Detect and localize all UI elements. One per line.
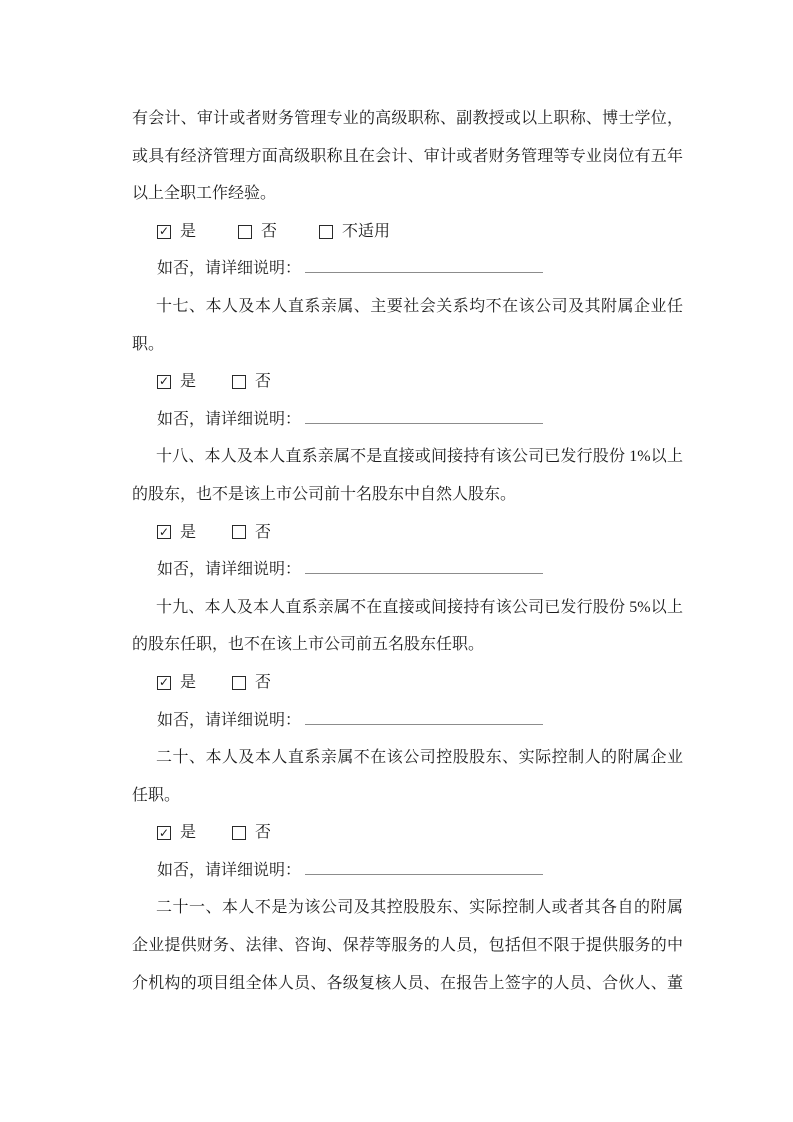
paragraph-line: 或具有经济管理方面高级职称且在会计、审计或者财务管理等专业岗位有五年 (132, 147, 683, 165)
section-item-21 (132, 889, 683, 1002)
paragraph-line: 十七、本人及本人直系亲属、主要社会关系均不在该公司及其附属企业任 (156, 297, 683, 315)
paragraph-line: 职。 (132, 335, 165, 353)
option-label: 否 (255, 373, 272, 391)
options-row (157, 664, 683, 702)
explain-line (157, 401, 683, 439)
explain-line (157, 551, 683, 589)
explanation-blank-field[interactable] (305, 859, 543, 875)
option-label: 是 (180, 373, 197, 391)
option-no[interactable] (232, 814, 271, 852)
checkbox-unchecked-icon[interactable] (232, 826, 246, 840)
option-label: 否 (261, 222, 278, 240)
options-row (157, 514, 683, 552)
section-item-17 (132, 288, 683, 438)
paragraph-line: 二十一、本人不是为该公司及其控股股东、实际控制人或者其各自的附属 (156, 899, 683, 917)
option-no[interactable] (232, 514, 271, 552)
explain-prompt: 如否，请详细说明： (157, 711, 302, 729)
check-mark-icon: ✓ (158, 224, 170, 239)
explain-prompt: 如否，请详细说明： (157, 260, 302, 278)
checkbox-checked-icon[interactable] (157, 676, 171, 690)
paragraph-line: 企业提供财务、法律、咨询、保荐等服务的人员，包括但不限于提供服务的中 (132, 937, 683, 955)
checkbox-unchecked-icon[interactable] (232, 525, 246, 539)
paragraph-line: 的股东任职，也不在该上市公司前五名股东任职。 (132, 636, 485, 654)
option-yes[interactable] (157, 814, 196, 852)
paragraph-line: 的股东，也不是该上市公司前十名股东中自然人股东。 (132, 485, 517, 503)
check-mark-icon: ✓ (158, 675, 170, 690)
checkbox-unchecked-icon[interactable] (232, 676, 246, 690)
checkbox-unchecked-icon[interactable] (232, 375, 246, 389)
option-label: 是 (180, 824, 197, 842)
explanation-blank-field[interactable] (305, 257, 543, 273)
options-row (157, 363, 683, 401)
option-no[interactable] (232, 363, 271, 401)
checkbox-checked-icon[interactable] (157, 225, 171, 239)
explanation-blank-field[interactable] (305, 408, 543, 424)
option-yes[interactable] (157, 363, 196, 401)
option-no[interactable] (238, 213, 277, 251)
option-yes[interactable] (157, 514, 196, 552)
option-label: 是 (180, 222, 197, 240)
explain-line (157, 702, 683, 740)
check-mark-icon: ✓ (158, 374, 170, 389)
check-mark-icon: ✓ (158, 524, 170, 539)
option-label: 否 (255, 824, 272, 842)
option-no[interactable] (232, 664, 271, 702)
option-yes[interactable] (157, 664, 196, 702)
paragraph-line: 任职。 (132, 786, 181, 804)
checkbox-checked-icon[interactable] (157, 375, 171, 389)
checkbox-unchecked-icon[interactable] (319, 225, 333, 239)
option-label: 是 (180, 523, 197, 541)
section-item-19 (132, 589, 683, 739)
checkbox-checked-icon[interactable] (157, 525, 171, 539)
section-item-18 (132, 438, 683, 588)
checkbox-checked-icon[interactable] (157, 826, 171, 840)
explain-prompt: 如否，请详细说明： (157, 561, 302, 579)
paragraph-line: 有会计、审计或者财务管理专业的高级职称、副教授或以上职称、博士学位， (132, 110, 683, 127)
explain-line (157, 250, 683, 288)
explain-prompt: 如否，请详细说明： (157, 861, 302, 879)
paragraph-line: 以上全职工作经验。 (132, 185, 277, 203)
option-not-applicable[interactable] (319, 213, 390, 251)
paragraph-line: 十九、本人及本人直系亲属不在直接或间接持有该公司已发行股份 5%以上 (156, 598, 683, 616)
options-row (157, 213, 683, 251)
option-yes[interactable] (157, 213, 196, 251)
option-label: 不适用 (342, 222, 391, 240)
explain-line (157, 852, 683, 890)
explanation-blank-field[interactable] (305, 558, 543, 574)
options-row (157, 814, 683, 852)
check-mark-icon: ✓ (158, 825, 170, 840)
option-label: 是 (180, 673, 197, 691)
paragraph-line: 介机构的项目组全体人员、各级复核人员、在报告上签字的人员、合伙人、董 (132, 974, 683, 992)
section-item-16-continuation (132, 100, 683, 288)
paragraph-line: 二十、本人及本人直系亲属不在该公司控股股东、实际控制人的附属企业 (156, 749, 683, 767)
section-item-20 (132, 739, 683, 889)
option-label: 否 (255, 523, 272, 541)
option-label: 否 (255, 673, 272, 691)
paragraph-line: 十八、本人及本人直系亲属不是直接或间接持有该公司已发行股份 1%以上 (156, 448, 683, 466)
explanation-blank-field[interactable] (305, 709, 543, 725)
explain-prompt: 如否，请详细说明： (157, 410, 302, 428)
checkbox-unchecked-icon[interactable] (238, 225, 252, 239)
